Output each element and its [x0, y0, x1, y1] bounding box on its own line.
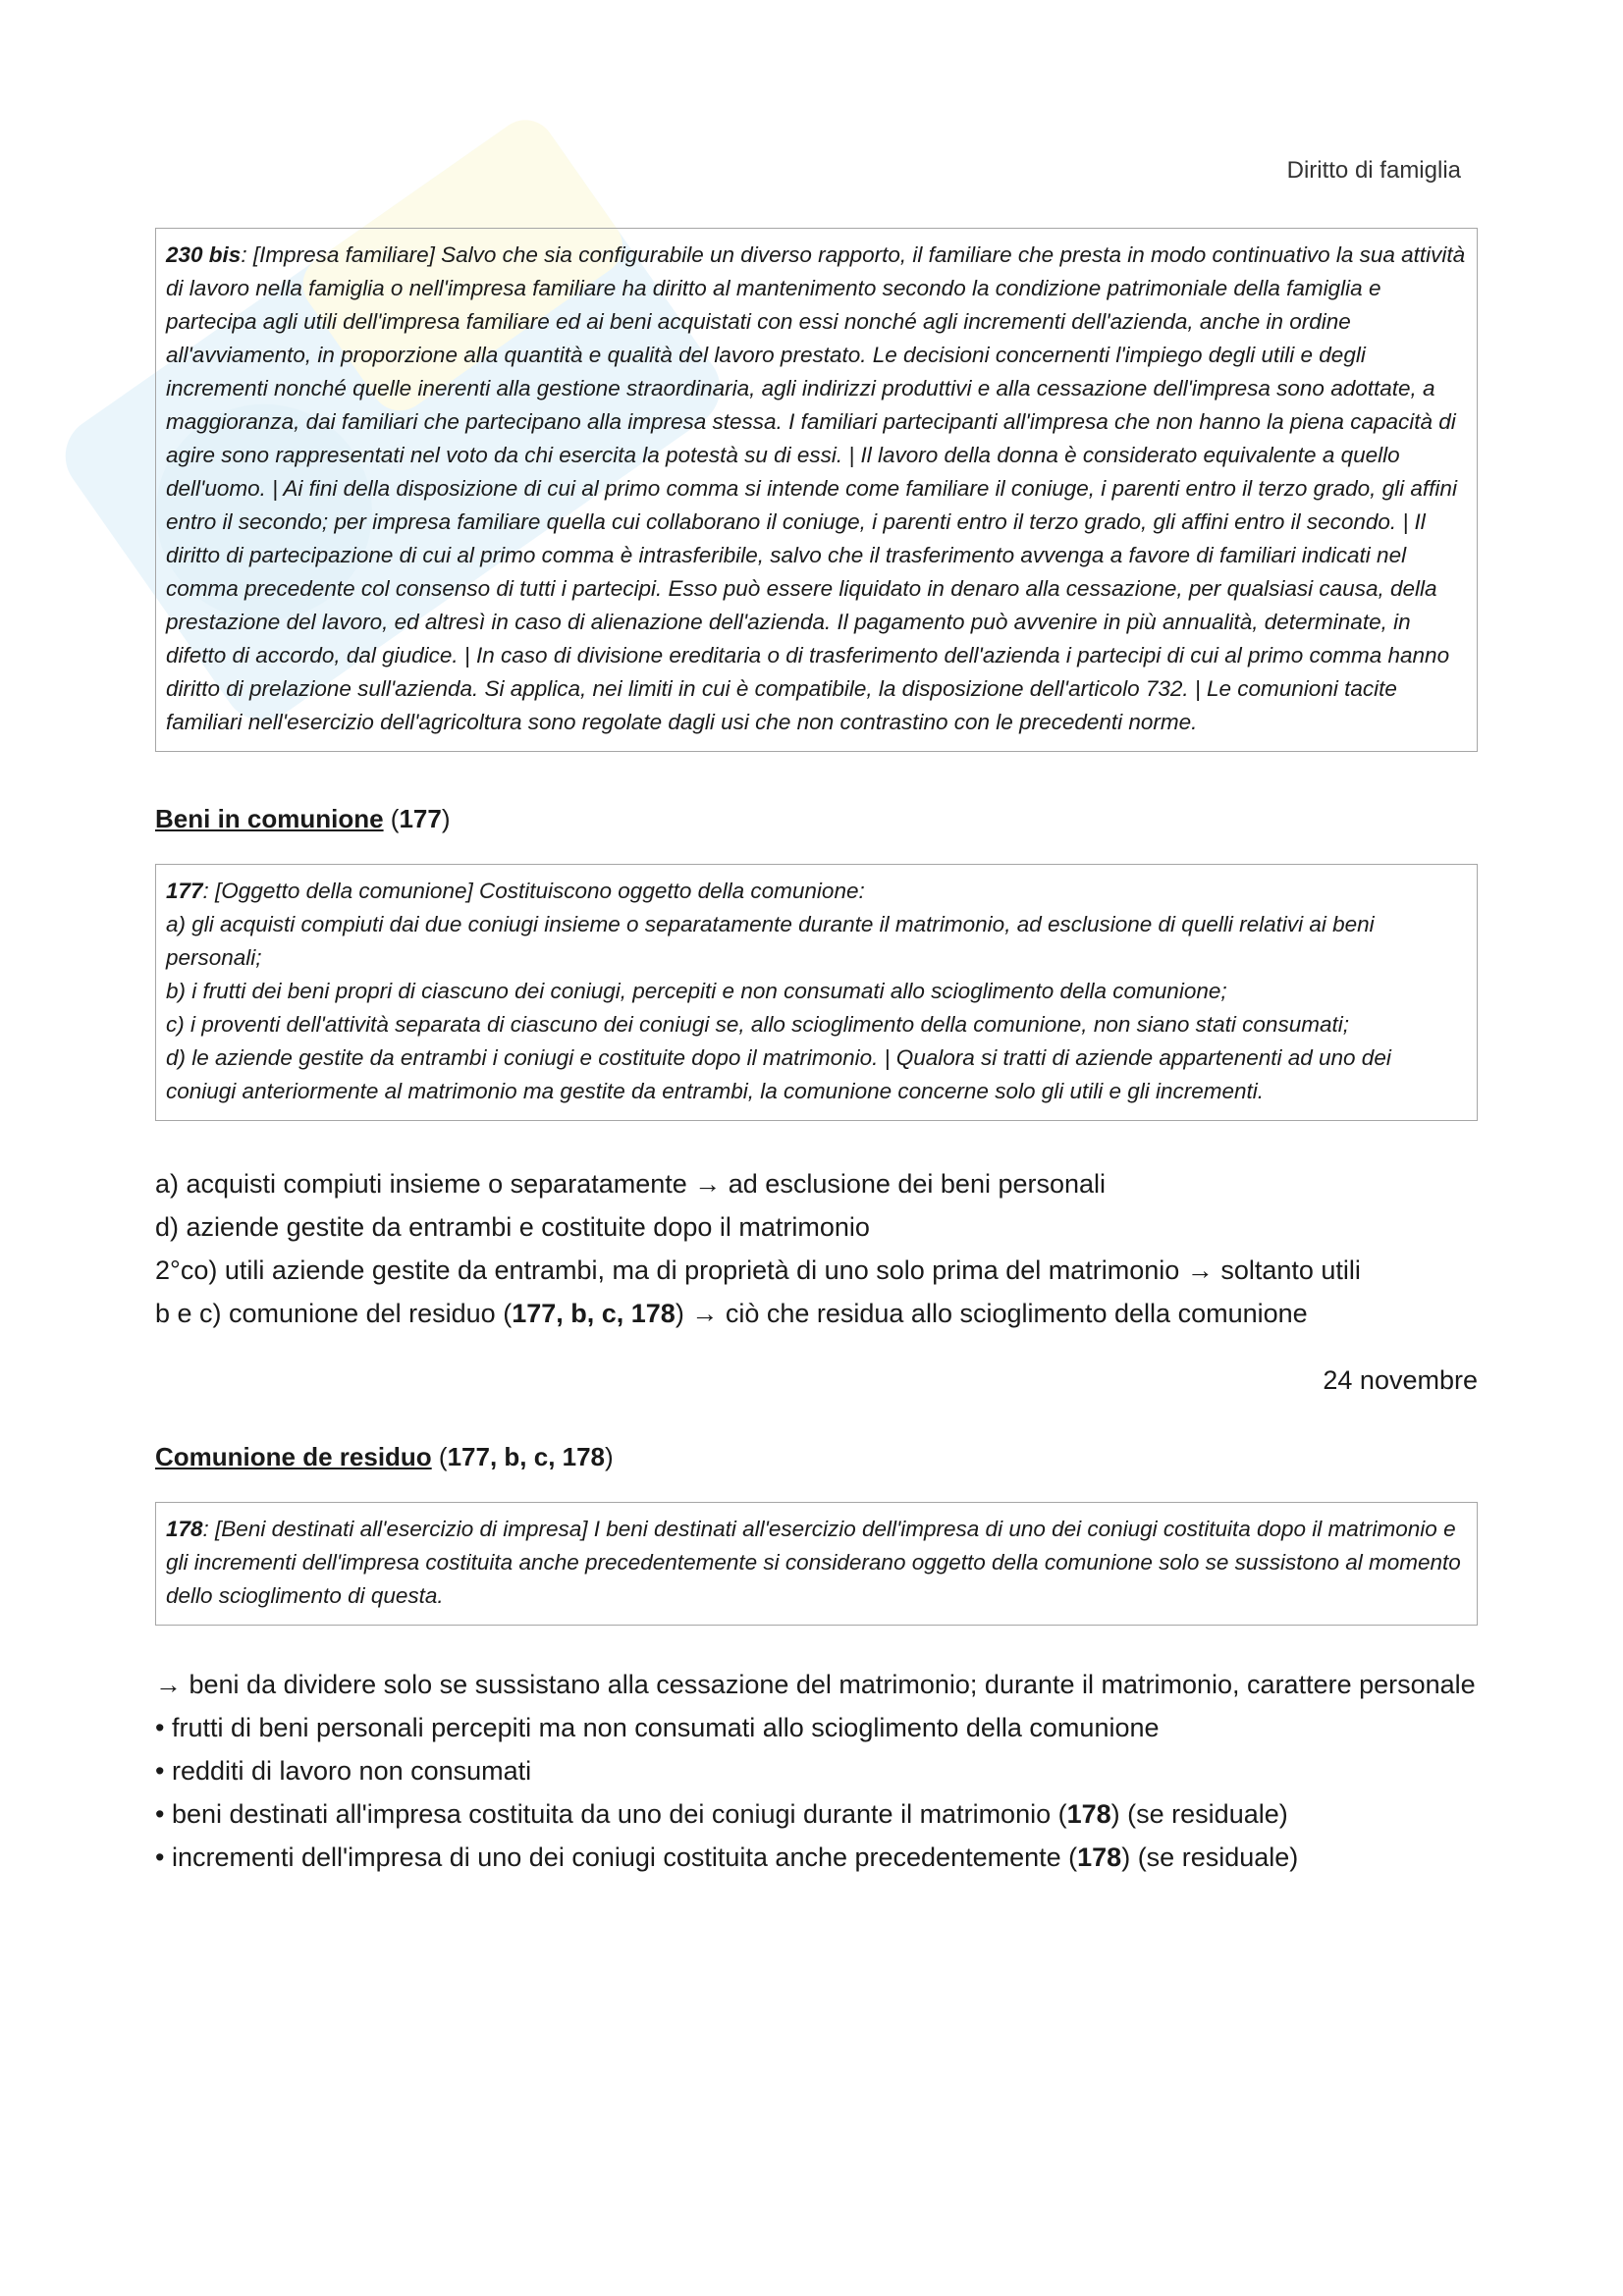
document-content	[155, 228, 1478, 1879]
note-text: ) (se residuale)	[1110, 1799, 1288, 1829]
section-title-text: Comunione de residuo	[155, 1442, 432, 1471]
article-177-item-a: a) gli acquisti compiuti dai due coniugi insieme o separatamente durante il matrimonio, ad esclusione di quelli relativi ai beni personali;	[166, 912, 1375, 970]
section-title-text: Beni in comunione	[155, 804, 384, 833]
article-177-item-b: b) i frutti dei beni propri di ciascuno dei coniugi, percepiti e non consumati allo scioglimento della comunione;	[166, 979, 1227, 1003]
article-230bis-number: 230 bis	[166, 242, 242, 267]
article-178-box	[155, 1502, 1478, 1626]
section-ref-open: (	[383, 804, 400, 833]
note-text: ) → ciò che residua allo scioglimento della comunione	[675, 1299, 1308, 1328]
note-text: • beni destinati all'impresa costituita da uno dei coniugi durante il matrimonio (	[155, 1799, 1067, 1829]
notes-block-2	[155, 1663, 1478, 1879]
note-line: → beni da dividere solo se sussistano alla cessazione del matrimonio; durante il matrimonio, carattere personale	[155, 1670, 1476, 1699]
article-177-intro-text: : [Oggetto della comunione] Costituiscono oggetto della comunione:	[202, 879, 865, 903]
article-178-number: 178	[166, 1517, 203, 1541]
section-ref: 177, b, c, 178	[447, 1442, 606, 1471]
bullet-item	[155, 1792, 1478, 1836]
note-ref: 178	[1077, 1842, 1122, 1872]
note-line: d) aziende gestite da entrambi e costituite dopo il matrimonio	[155, 1212, 870, 1242]
section-beni-in-comunione-title	[155, 801, 1478, 836]
article-178-text	[166, 1513, 1467, 1613]
note-line	[155, 1292, 1478, 1335]
bullet-item: • redditi di lavoro non consumati	[155, 1756, 532, 1786]
section-ref-close: )	[441, 804, 451, 833]
bullet-item	[155, 1836, 1478, 1879]
page-header-title: Diritto di famiglia	[1286, 157, 1461, 184]
article-230bis-box	[155, 228, 1478, 752]
article-177-item-d: d) le aziende gestite da entrambi i coniugi e costituite dopo il matrimonio. | Qualora si tratti di aziende appartenenti ad uno dei coniugi anteriormente al matrimonio ma gestite da entrambi, la comunione concerne solo gli utili e gli incrementi.	[166, 1045, 1391, 1103]
note-ref: 178	[1066, 1799, 1111, 1829]
note-text: • incrementi dell'impresa di uno dei coniugi costituita anche precedentemente (	[155, 1842, 1078, 1872]
article-230bis-text	[166, 239, 1467, 739]
note-text: ) (se residuale)	[1121, 1842, 1299, 1872]
section-ref-close: )	[605, 1442, 614, 1471]
article-177-number: 177	[166, 879, 203, 903]
article-178-body: : [Beni destinati all'esercizio di impresa] I beni destinati all'esercizio dell'impresa di uno dei coniugi costituita dopo il matrimonio e gli incrementi dell'impresa costituita anche precedentemente si considerano oggetto della comunione solo se sussistono al momento dello scioglimento di questa.	[166, 1517, 1461, 1608]
section-comunione-de-residuo-title	[155, 1439, 1478, 1474]
article-177-box	[155, 864, 1478, 1121]
note-line: 2°co) utili aziende gestite da entrambi, ma di proprietà di uno solo prima del matrimonio → soltanto utili	[155, 1255, 1361, 1285]
section-ref: 177	[399, 804, 442, 833]
article-230bis-body: : [Impresa familiare] Salvo che sia configurabile un diverso rapporto, il familiare che presta in modo continuativo la sua attività di lavoro nella famiglia o nell'impresa familiare ha diritto al mantenimento secondo la condizione patrimoniale della famiglia e partecipa agli utili dell'impresa familiare ed ai beni acquistati con essi nonché agli incrementi dell'azienda, anche in ordine all'avviamento, in proporzione alla quantità e qualità del lavoro prestato. Le decisioni concernenti l'impiego degli utili e degli incrementi nonché quelle inerenti alla gestione straordinaria, agli indirizzi produttivi e alla cessazione dell'impresa sono adottate, a maggioranza, dai familiari che partecipano alla impresa stessa. I familiari partecipanti all'impresa che non hanno la piena capacità di agire sono rappresentati nel voto da chi esercita la potestà su di essi. | Il lavoro della donna è considerato equivalente a quello dell'uomo. | Ai fini della disposizione di cui al primo comma si intende come familiare il coniuge, i parenti entro il terzo grado, gli affini entro il secondo; per impresa familiare quella cui collaborano il coniuge, i parenti entro il terzo grado, gli affini entro il secondo. | Il diritto di partecipazione di cui al primo comma è intrasferibile, salvo che il trasferimento avvenga a favore di familiari indicati nel comma precedente col consenso di tutti i partecipi. Esso può essere liquidato in denaro alla cessazione, per qualsiasi causa, della prestazione del lavoro, ed altresì in caso di alienazione dell'azienda. Il pagamento può avvenire in più annualità, determinate, in difetto di accordo, dal giudice. | In caso di divisione ereditaria o di trasferimento dell'azienda i partecipi di cui al primo comma hanno diritto di prelazione sull'azienda. Si applica, nei limiti in cui è compatibile, la disposizione dell'articolo 732. | Le comunioni tacite familiari nell'esercizio dell'agricoltura sono regolate dagli usi che non contrastino con le precedenti norme.	[166, 242, 1466, 734]
note-text: b e c) comunione del residuo (	[155, 1299, 513, 1328]
lesson-date: 24 novembre	[1323, 1365, 1478, 1395]
note-ref: 177, b, c, 178	[512, 1299, 676, 1328]
article-177-item-c: c) i proventi dell'attività separata di ciascuno dei coniugi se, allo scioglimento della comunione, non siano stati consumati;	[166, 1012, 1349, 1037]
bullet-item: • frutti di beni personali percepiti ma non consumati allo scioglimento della comunione	[155, 1713, 1160, 1742]
article-177-intro	[166, 875, 1467, 908]
section-ref-open: (	[431, 1442, 448, 1471]
note-line: a) acquisti compiuti insieme o separatamente → ad esclusione dei beni personali	[155, 1169, 1107, 1199]
notes-block-1	[155, 1162, 1478, 1335]
